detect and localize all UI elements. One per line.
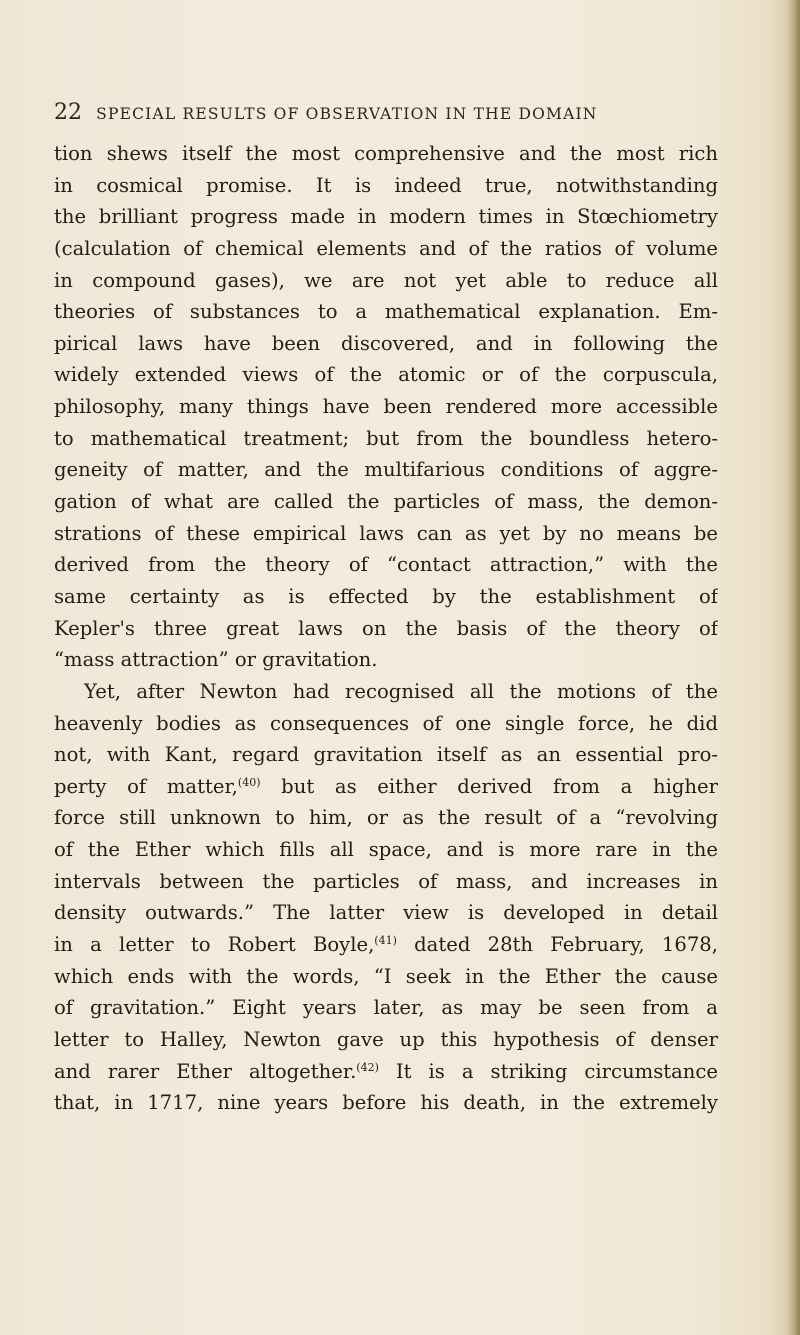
- text-segment: in a letter to Robert Boyle,: [54, 933, 375, 957]
- text-line: letter to Halley, Newton gave up this hypothesis of denser: [54, 1027, 718, 1051]
- text-line: in cosmical promise. It is indeed true, notwithstanding: [54, 173, 718, 197]
- running-title: SPECIAL RESULTS OF OBSERVATION IN THE DOMAIN: [96, 105, 598, 123]
- text-line: force still unknown to him, or as the result of a “revolving: [54, 806, 718, 830]
- text-line: density outwards.” The latter view is developed in detail: [54, 901, 718, 925]
- text-segment: but as either derived from a higher: [260, 774, 718, 798]
- text-line: [54, 771, 718, 803]
- running-head: [54, 100, 714, 125]
- text-line: which ends with the words, “I seek in the Ether the cause: [54, 964, 718, 988]
- text-line: that, in 1717, nine years before his death, in the extremely: [54, 1091, 718, 1115]
- footnote-ref-41: (41): [374, 934, 397, 948]
- text-line: of the Ether which fills all space, and is more rare in the: [54, 838, 718, 862]
- text-line: same certainty as is effected by the establishment of: [54, 584, 718, 608]
- text-line: widely extended views of the atomic or of the corpuscula,: [54, 363, 718, 387]
- text-line: the brilliant progress made in modern times in Stœchiometry: [54, 205, 718, 229]
- text-line: tion shews itself the most comprehensive and the most rich: [54, 142, 718, 165]
- text-line: gation of what are called the particles of mass, the demon-: [54, 490, 718, 514]
- text-line: [54, 1056, 718, 1088]
- text-line: intervals between the particles of mass, and increases in: [54, 869, 718, 893]
- text-line: to mathematical treatment; but from the boundless hetero-: [54, 426, 718, 450]
- text-line: Kepler's three great laws on the basis of the theory of: [54, 616, 718, 640]
- text-line: heavenly bodies as consequences of one single force, he did: [54, 711, 718, 735]
- text-line: geneity of matter, and the multifarious conditions of aggre-: [54, 458, 718, 482]
- footnote-ref-40: (40): [237, 775, 261, 789]
- body-text: [54, 138, 718, 1119]
- text-line: not, with Kant, regard gravitation itself as an essential pro-: [54, 743, 718, 767]
- text-line: theories of substances to a mathematical explanation. Em-: [54, 300, 718, 324]
- text-line: in compound gases), we are not yet able to reduce all: [54, 268, 718, 292]
- text-segment: dated 28th February, 1678,: [396, 933, 718, 957]
- text-line: of gravitation.” Eight years later, as may be seen from a: [54, 996, 718, 1020]
- text-line: pirical laws have been discovered, and in following the: [54, 331, 718, 355]
- page-edge-shadow: [786, 0, 800, 1335]
- text-line: [54, 929, 718, 961]
- text-segment: perty of matter,: [54, 774, 238, 798]
- footnote-ref-42: (42): [356, 1060, 379, 1074]
- page-number: 22: [54, 100, 82, 125]
- text-line: Yet, after Newton had recognised all the motions of the: [84, 679, 718, 703]
- text-segment: It is a striking circumstance: [378, 1059, 718, 1083]
- text-line: (calculation of chemical elements and of the ratios of volume: [54, 236, 718, 260]
- text-line: strations of these empirical laws can as yet by no means be: [54, 521, 718, 545]
- text-line: philosophy, many things have been rendered more accessible: [54, 395, 718, 419]
- text-line: “mass attraction” or gravitation.: [54, 648, 378, 672]
- text-line: derived from the theory of “contact attraction,” with the: [54, 553, 718, 577]
- text-segment: and rarer Ether altogether.: [54, 1059, 357, 1083]
